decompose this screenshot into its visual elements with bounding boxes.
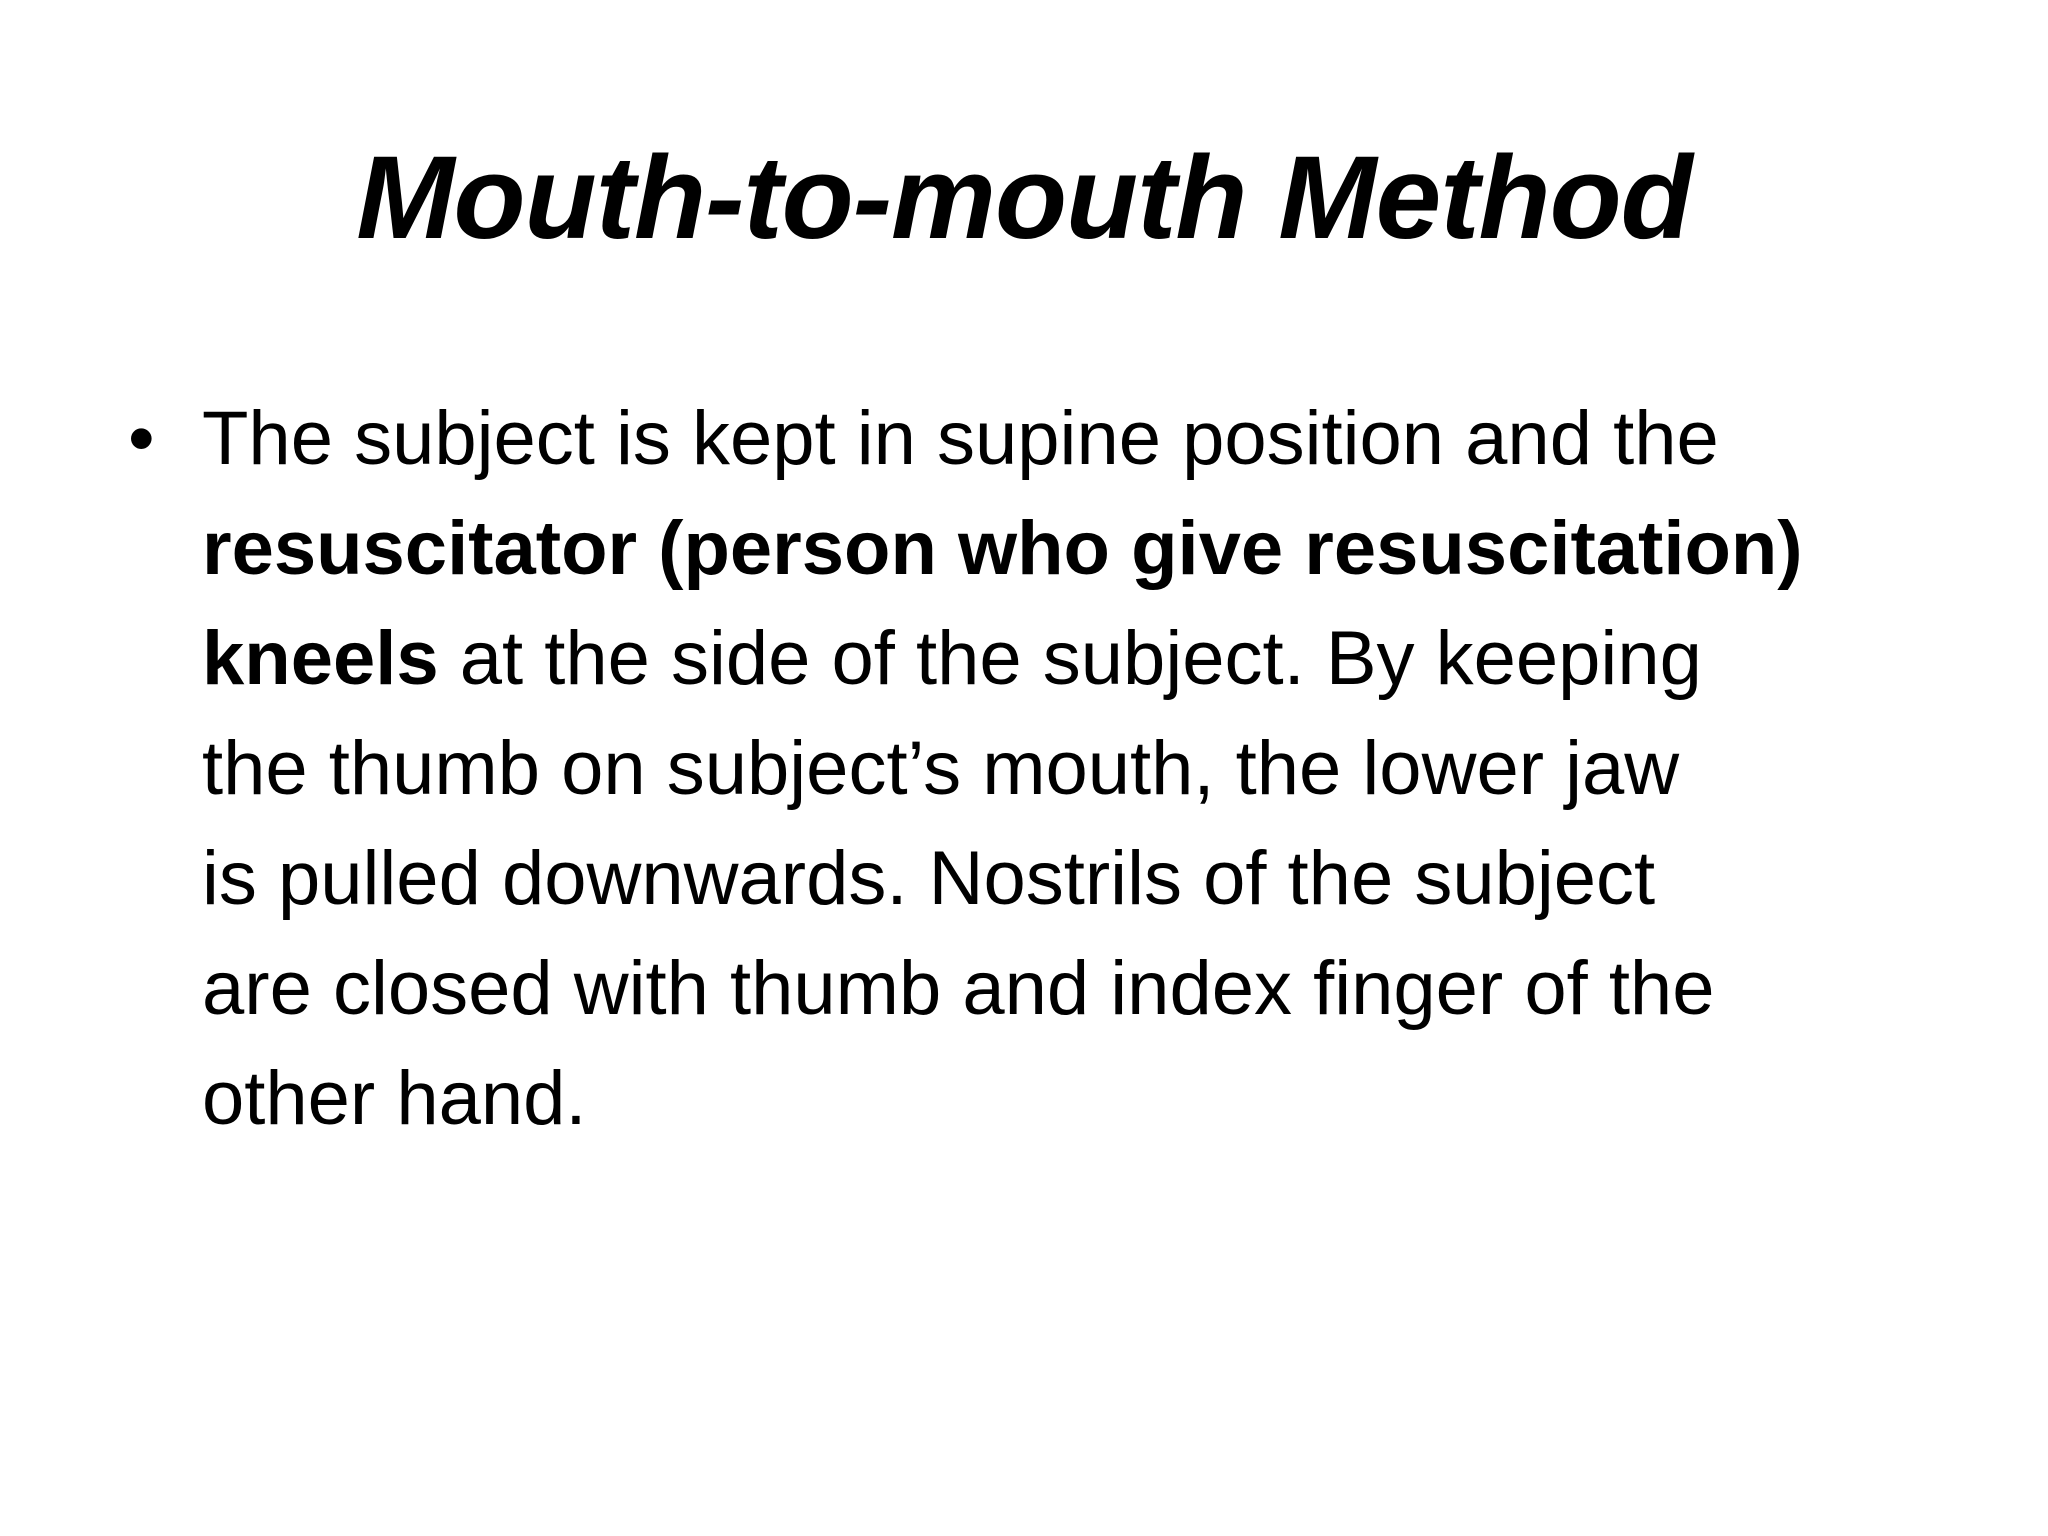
bullet-text: are closed with thumb and index finger of the <box>202 946 1715 1031</box>
bullet-item <box>118 384 1948 1154</box>
bullet-line <box>202 1044 1948 1154</box>
bullet-text-bold: kneels <box>202 616 439 701</box>
bullet-line <box>202 494 1948 604</box>
bullet-line <box>202 714 1948 824</box>
bullet-line <box>202 824 1948 934</box>
bullet-line <box>202 934 1948 1044</box>
bullet-text: The subject is kept in supine position and the <box>202 396 1719 481</box>
bullet-text: at the side of the subject. By keeping <box>438 616 1702 701</box>
bullet-line <box>202 604 1948 714</box>
bullet-marker: • <box>128 396 155 481</box>
bullet-text: other hand. <box>202 1056 587 1141</box>
bullet-text: is pulled downwards. Nostrils of the subject <box>202 836 1656 921</box>
bullet-text-bold: resuscitator (person who give resuscitation) <box>202 506 1803 591</box>
bullet-list <box>118 384 1948 1154</box>
slide-title: Mouth-to-mouth Method <box>356 132 1692 264</box>
bullet-line <box>202 384 1948 494</box>
bullet-text: the thumb on subject’s mouth, the lower jaw <box>202 726 1680 811</box>
